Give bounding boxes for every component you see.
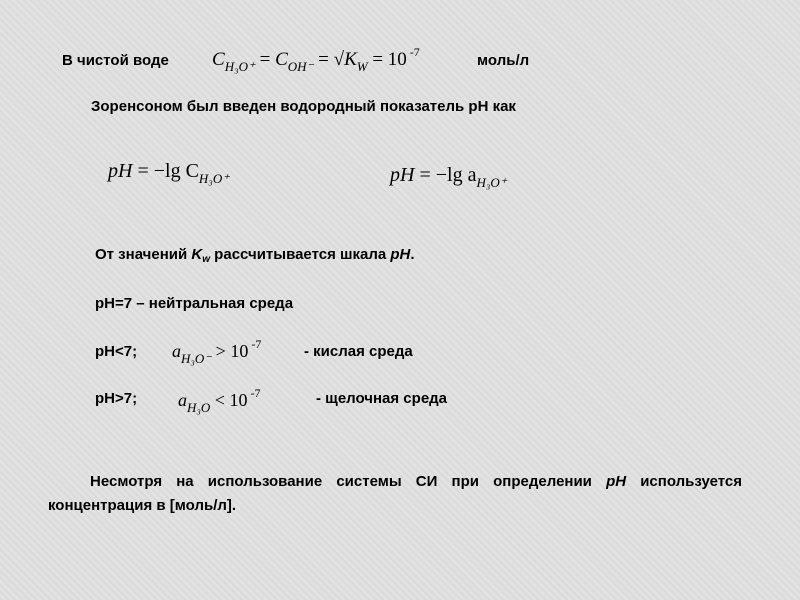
exponent-minus-seven: -7 <box>406 45 420 59</box>
kw-symbol: K <box>344 49 357 70</box>
note-end: используется концентрация в [моль/л]. <box>48 473 742 514</box>
kw-line-start: От значений <box>95 246 192 263</box>
note-ph: pH <box>606 473 627 490</box>
equals-sqrt: = √ <box>313 49 345 70</box>
kw-subscript: W <box>356 59 368 74</box>
activity-a: a <box>178 390 187 410</box>
base-ph-label: рН>7; <box>95 390 138 407</box>
h3o-subscript: H₃O⁺ <box>224 59 255 74</box>
kw-line-period: . <box>410 246 415 263</box>
greater-than-ten: > 10 <box>211 341 249 361</box>
h3o-subscript: H₃O⁻ <box>181 351 212 366</box>
minus-lg-a: = −lg a <box>414 164 477 186</box>
acid-condition-formula <box>172 337 261 367</box>
acid-medium-label: - кислая среда <box>304 343 413 360</box>
minus-lg-c: = −lg C <box>132 160 199 182</box>
ph-concentration-formula <box>108 160 229 187</box>
note-start: Несмотря на использование системы СИ при определении <box>90 473 607 490</box>
kw-line-middle: рассчитывается шкала <box>210 246 391 263</box>
ph-symbol: pH <box>390 164 415 186</box>
activity-a: a <box>172 341 181 361</box>
equals-ten: = 10 <box>367 49 407 70</box>
h2o-subscript: H₃O <box>187 400 211 415</box>
c-oh-symbol: C <box>275 49 288 70</box>
base-medium-label: - щелочная среда <box>316 390 448 407</box>
kw-line-ph: pH <box>390 246 411 263</box>
h3o-subscript: H₃O⁺ <box>476 175 507 190</box>
water-ionic-product-formula <box>212 45 420 75</box>
h3o-subscript: H₃O⁺ <box>198 171 230 186</box>
neutral-medium-line: рН=7 – нейтральная среда <box>95 295 294 312</box>
ph-symbol: pH <box>108 160 133 182</box>
pure-water-label: В чистой воде <box>62 52 169 69</box>
exponent-minus-seven: -7 <box>248 337 262 351</box>
c-h3o-symbol: C <box>212 49 225 70</box>
equals-sign: = <box>254 49 276 70</box>
acid-ph-label: рН<7; <box>95 343 138 360</box>
base-condition-formula <box>178 386 260 416</box>
mol-per-liter-label: моль/л <box>477 52 530 69</box>
sorensen-intro: Зоренсоном был введен водородный показатель рН как <box>91 98 516 115</box>
kw-scale-line <box>95 246 415 265</box>
less-than-ten: < 10 <box>210 390 248 410</box>
si-units-note <box>48 470 742 518</box>
kw-k: K <box>191 246 203 263</box>
kw-w-subscript: w <box>202 254 211 265</box>
exponent-minus-seven: -7 <box>247 386 261 400</box>
ph-activity-formula <box>390 164 507 191</box>
oh-subscript: OH⁻ <box>287 59 314 74</box>
